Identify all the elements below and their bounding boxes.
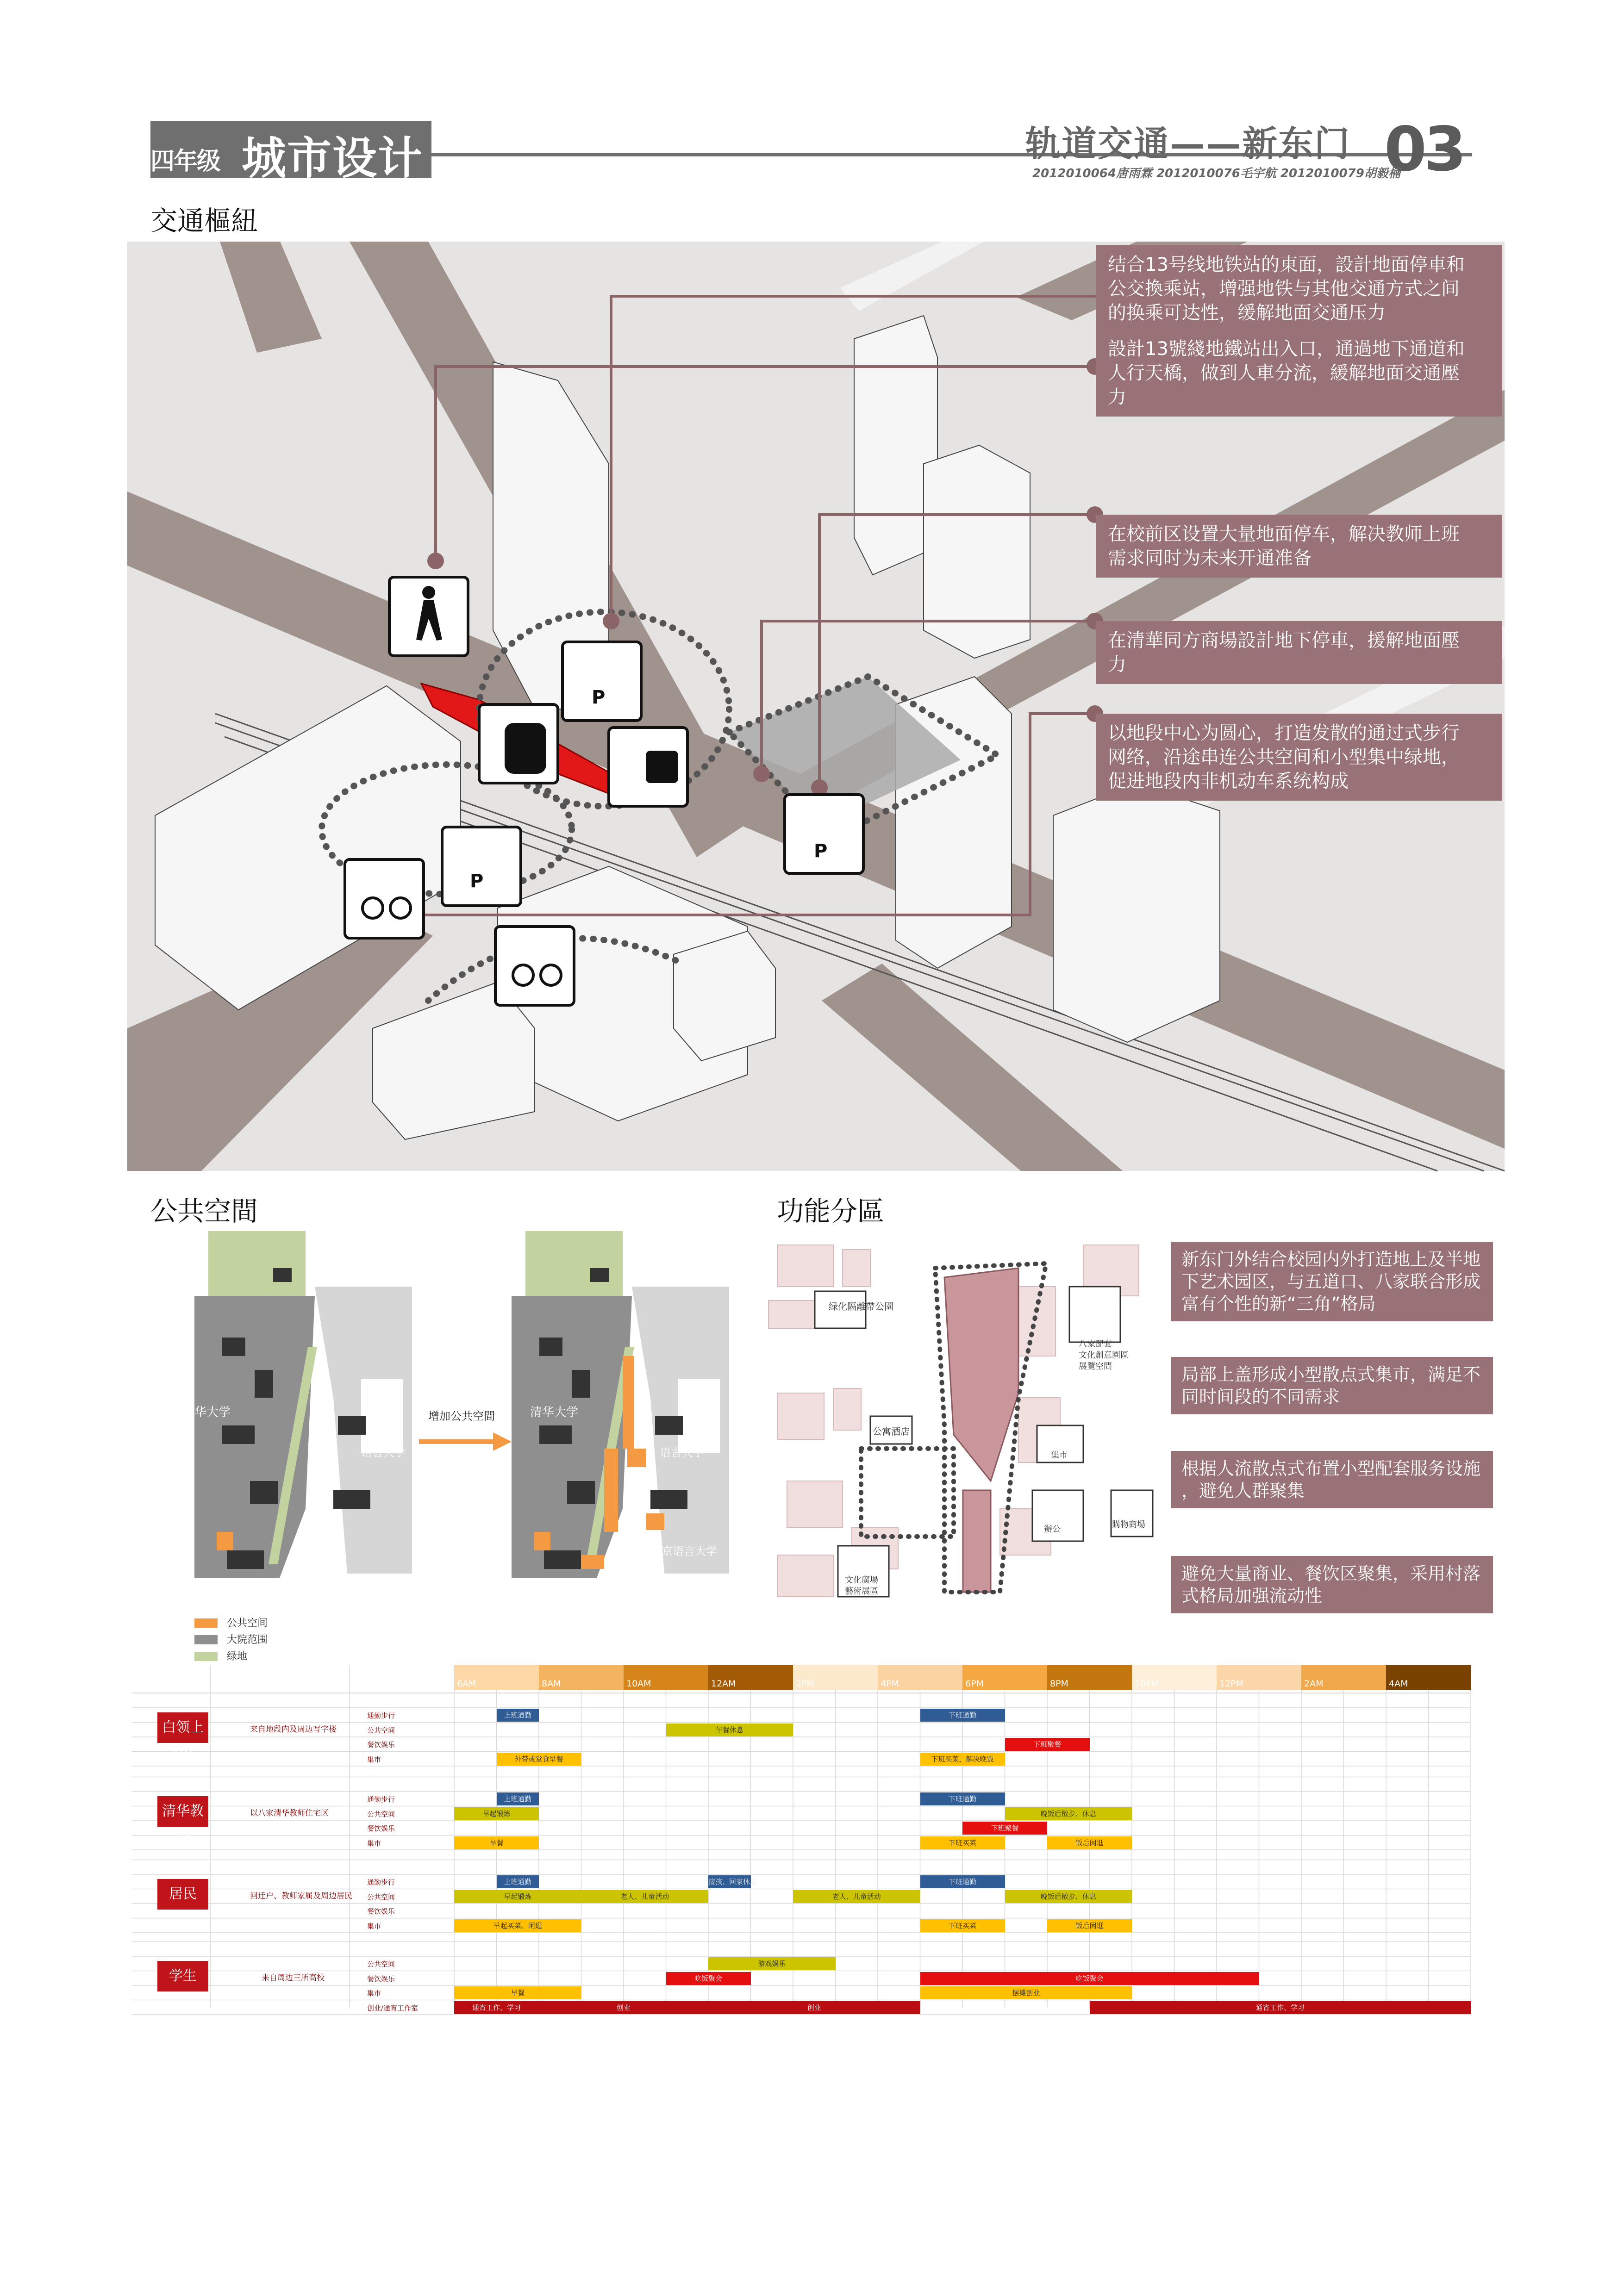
zone-label: 公寓酒店 xyxy=(873,1426,910,1437)
zone-label: 辦公 xyxy=(1044,1524,1061,1534)
time-header-cell: 6PM xyxy=(962,1665,1047,1690)
row-label: 集市 xyxy=(367,1839,381,1848)
time-header-cell: 4AM xyxy=(1386,1665,1471,1690)
arrow-label: 增加公共空間 xyxy=(428,1410,495,1423)
group-badge: 学生 xyxy=(157,1961,208,1991)
map-label: 语言大学 xyxy=(361,1446,406,1459)
transit-hub-diagram xyxy=(127,242,1505,1171)
time-header-cell: 10AM xyxy=(624,1665,708,1690)
map-label: 清华大学 xyxy=(530,1406,579,1419)
legend-swatch-public xyxy=(194,1618,218,1628)
group-description: 以八家清华教师住宅区 xyxy=(250,1809,329,1818)
public-space-map-after xyxy=(512,1231,729,1615)
zone-label: 集市 xyxy=(1051,1450,1068,1460)
zone-label: 文化創意園區 xyxy=(1079,1350,1129,1360)
row-label: 创业/通宵工作室 xyxy=(367,2004,418,2012)
zone-label: 展覽空間 xyxy=(1079,1362,1112,1371)
transit-callout-1: 结合13号线地铁站的東面，設計地面停車和 公交換乘站，增强地铁与其他交通方式之间 的换乘可达性，缓解地面交通压力 xyxy=(1096,245,1502,332)
row-label: 公共空间 xyxy=(367,1960,395,1968)
row-label: 集市 xyxy=(367,1989,381,1997)
function-callout-1: 新东门外结合校园内外打造地上及半地 下艺术园区，与五道口、八家联合形成 富有个性的新“三角”格局 xyxy=(1171,1242,1493,1321)
svg-text:P: P xyxy=(592,687,606,708)
activity-bar: 早餐 xyxy=(454,1836,539,1849)
function-zoning-map xyxy=(759,1231,1157,1615)
function-callout-2: 局部上盖形成小型散点式集市，满足不 同时间段的不同需求 xyxy=(1171,1357,1493,1414)
activity-bar: 下班通勤 xyxy=(920,1875,1005,1888)
time-header-cell: 4PM xyxy=(878,1665,962,1690)
group-badge: 清华教师 xyxy=(157,1796,208,1827)
row-label: 通勤步行 xyxy=(367,1795,395,1804)
activity-bar: 老人、儿童活动 xyxy=(581,1890,709,1903)
activity-bar: 吃饭聚会 xyxy=(666,1972,751,1985)
group-badge: 白领上班族 xyxy=(157,1712,208,1743)
row-label: 集市 xyxy=(367,1755,381,1764)
time-header-cell: 12AM xyxy=(708,1665,793,1690)
row-label: 餐饮娱乐 xyxy=(367,1824,395,1833)
schedule-grid xyxy=(132,1665,1468,2008)
activity-bar: 晚饭后散步、休息 xyxy=(1005,1807,1132,1820)
activity-bar: 下班聚餐 xyxy=(962,1822,1047,1835)
map-label: 华大学 xyxy=(194,1406,231,1419)
row-label: 公共空间 xyxy=(367,1726,395,1735)
activity-bar: 创业 xyxy=(539,2001,708,2014)
activity-bar: 早餐 xyxy=(454,1986,581,1999)
transit-callout-3: 在校前区设置大量地面停车，解决教师上班 需求同时为未来开通准备 xyxy=(1096,515,1502,578)
header-course-block xyxy=(150,121,431,184)
activity-bar: 通宵工作、学习 xyxy=(1090,2001,1471,2014)
activity-bar: 下班通勤 xyxy=(920,1709,1005,1722)
group-badge: 居民 xyxy=(157,1879,208,1910)
svg-text:P: P xyxy=(470,871,484,892)
activity-bar: 饭后闲逛 xyxy=(1047,1919,1132,1932)
group-description: 来自地段内及周边写字楼 xyxy=(250,1725,337,1734)
activity-bar: 创业 xyxy=(708,2001,920,2014)
zone-label: 八家配套 xyxy=(1079,1339,1112,1349)
activity-bar: 午餐休息 xyxy=(666,1724,793,1736)
transit-callout-2: 設計13號綫地鐵站出入口，通過地下通道和 人行天橋，做到人車分流，緩解地面交通壓 力 xyxy=(1096,330,1502,417)
activity-bar: 外带或堂食早餐 xyxy=(497,1753,581,1766)
group-description: 来自周边三所高校 xyxy=(262,1973,325,1983)
function-callout-4: 避免大量商业、餐饮区聚集，采用村落 式格局加强流动性 xyxy=(1171,1556,1493,1613)
activity-schedule-chart xyxy=(132,1665,1468,2012)
row-label: 通勤步行 xyxy=(367,1711,395,1720)
activity-bar: 下班聚餐 xyxy=(1005,1738,1090,1751)
add-public-space-arrow xyxy=(419,1421,512,1453)
zone-label: 文化廣場 xyxy=(845,1575,878,1585)
header-authors: 2012010064唐雨霖 2012010076毛宇航 2012010079胡毅楠 xyxy=(1032,167,1400,180)
activity-bar: 摆摊创业 xyxy=(920,1986,1132,1999)
section-title-transit: 交通樞紐 xyxy=(150,205,258,236)
header-page-number: 03 xyxy=(1384,114,1464,185)
activity-bar: 下班买菜，解决晚饭 xyxy=(920,1753,1005,1766)
activity-bar: 下班买菜 xyxy=(920,1919,1005,1932)
public-space-map-before xyxy=(194,1231,412,1615)
svg-text:P: P xyxy=(814,840,828,862)
time-header-cell: 8AM xyxy=(539,1665,624,1690)
header-grade: 四年级 xyxy=(150,148,220,175)
time-header-cell: 6AM xyxy=(454,1665,539,1690)
activity-bar: 老人、儿童活动 xyxy=(793,1890,920,1903)
map-label: 语言大学 xyxy=(660,1446,704,1459)
activity-bar: 早起锻炼 xyxy=(454,1890,581,1903)
header-title: 轨道交通——新东门 xyxy=(1025,123,1350,164)
transit-callout-4: 在清華同方商場設計地下停車，援解地面壓 力 xyxy=(1096,621,1502,684)
time-header-cell: 10PM xyxy=(1132,1665,1217,1690)
legend-swatch-compound xyxy=(194,1635,218,1644)
activity-bar: 游戏娱乐 xyxy=(708,1957,836,1970)
zone-label: 藝術展區 xyxy=(845,1587,878,1596)
function-callout-3: 根据人流散点式布置小型配套服务设施 ，避免人群聚集 xyxy=(1171,1451,1493,1508)
activity-bar: 通宵工作、学习 xyxy=(454,2001,539,2014)
time-header-cell: 2AM xyxy=(1301,1665,1386,1690)
section-title-public-space: 公共空間 xyxy=(150,1195,258,1227)
time-header-cell: 8PM xyxy=(1047,1665,1132,1690)
activity-bar: 吃饭聚会 xyxy=(920,1972,1259,1985)
map-label: 北京语言大学 xyxy=(650,1545,717,1558)
activity-bar: 饭后闲逛 xyxy=(1047,1836,1132,1849)
legend-label: 公共空间 xyxy=(227,1618,268,1629)
zone-label: 绿化隔離帶公園 xyxy=(829,1301,893,1312)
time-header-cell: 12PM xyxy=(1217,1665,1301,1690)
row-label: 公共空间 xyxy=(367,1810,395,1818)
row-label: 餐饮娱乐 xyxy=(367,1974,395,1983)
legend-label: 绿地 xyxy=(227,1651,248,1662)
activity-bar: 下班买菜 xyxy=(920,1836,1005,1849)
legend-label: 大院范围 xyxy=(227,1634,268,1646)
row-label: 集市 xyxy=(367,1922,381,1930)
activity-bar: 上班通勤 xyxy=(497,1792,539,1805)
group-description: 回迁户、教师家属及周边居民 xyxy=(250,1892,352,1901)
activity-bar: 早起买菜、闲逛 xyxy=(454,1919,581,1932)
transit-callout-5: 以地段中心为圆心，打造发散的通过式步行 网络，沿途串连公共空间和小型集中绿地， 促进地段内非机动车系统构成 xyxy=(1096,714,1502,801)
header-course: 城市设计 xyxy=(242,132,423,184)
section-title-function: 功能分區 xyxy=(777,1195,885,1227)
activity-bar: 早起锻炼 xyxy=(454,1807,539,1820)
row-label: 餐饮娱乐 xyxy=(367,1741,395,1749)
activity-bar: 上班通勤 xyxy=(497,1709,539,1722)
time-header-cell: 2PM xyxy=(793,1665,878,1690)
activity-bar: 下班通勤 xyxy=(920,1792,1005,1805)
row-label: 餐饮娱乐 xyxy=(367,1907,395,1916)
activity-bar: 上班通勤 xyxy=(497,1875,539,1888)
legend-swatch-green xyxy=(194,1652,218,1661)
row-label: 公共空间 xyxy=(367,1892,395,1901)
zone-label: 購物商場 xyxy=(1112,1520,1145,1530)
row-label: 通勤步行 xyxy=(367,1878,395,1886)
activity-bar: 晚饭后散步、休息 xyxy=(1005,1890,1132,1903)
activity-bar: 接孩、回家休息 xyxy=(708,1875,751,1888)
